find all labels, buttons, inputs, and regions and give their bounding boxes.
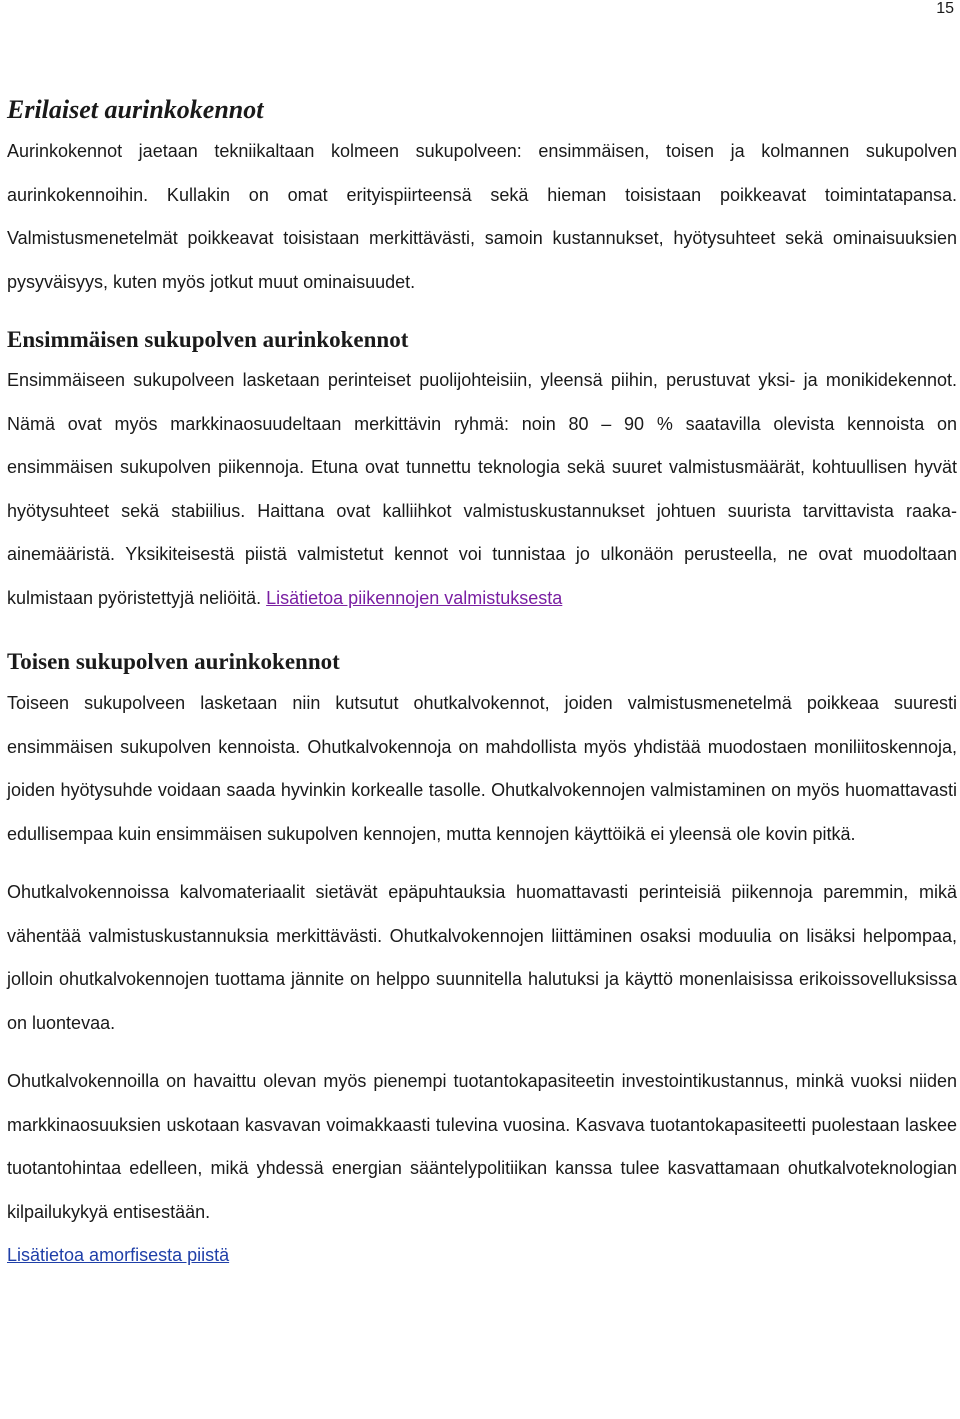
first-generation-text: Ensimmäiseen sukupolveen lasketaan perinteiset puolijohteisiin, yleensä piihin, perustuvat yksi- ja monikidekennot. Nämä ovat myös markkinaosuudeltaan merkittävin ryhmä: noin 80 – 90 % saatavilla olevista kennoista on ensimmäisen sukupolven piikennoja. Etuna ovat tunnettu teknologia sekä suuret valmistusmäärät, kohtuullisen hyvät hyötysuhteet sekä stabiilius. Haittana ovat kalliihkot valmistuskustannukset johtuen suurista tarvittavista raaka-ainemääristä. Yksikiteisestä piistä valmistetut kennot voi tunnistaa jo ulkonäön perusteella, ne ovat muodoltaan kulmistaan pyöristettyjä neliöitä. <box>7 370 957 608</box>
document-body <box>7 90 957 1278</box>
intro-paragraph: Aurinkokennot jaetaan tekniikaltaan kolmeen sukupolveen: ensimmäisen, toisen ja kolmannen sukupolven aurinkokennoihin. Kullakin on omat erityispiirteensä sekä hieman toisistaan poikkeavat toimintatapansa. Valmistusmenetelmät poikkeavat toisistaan merkittävästi, samoin kustannukset, hyötysuhteet sekä ominaisuuksien pysyväisyys, kuten myös jotkut muut ominaisuudet. <box>7 141 957 292</box>
silicon-cell-manufacturing-link[interactable]: Lisätietoa piikennojen valmistuksesta <box>266 587 563 608</box>
second-generation-paragraph-3: Ohutkalvokennoilla on havaittu olevan myös pienempi tuotantokapasiteetin investointikustannus, minkä vuoksi niiden markkinaosuuksien uskotaan kasvavan voimakkaasti tulevina vuosina. Kasvava tuotantokapasiteetti puolestaan laskee tuotantohintaa edelleen, mikä yhdessä energian sääntelypolitiikan kanssa tulee kasvattamaan ohutkalvoteknologian kilpailukykyä entisestään. <box>7 1071 957 1222</box>
main-title: Erilaiset aurinkokennot <box>7 95 264 124</box>
section-title-first-generation: Ensimmäisen sukupolven aurinkokennot <box>7 327 409 352</box>
amorphous-silicon-link[interactable]: Lisätietoa amorfisesta piistä <box>7 1245 230 1265</box>
second-generation-paragraph-1: Toiseen sukupolveen lasketaan niin kutsutut ohutkalvokennot, joiden valmistusmenetelmä poikkeaa suuresti ensimmäisen sukupolven kennoista. Ohutkalvokennoja on mahdollista myös yhdistää muodostaen moniliitoskennoja, joiden hyötysuhde voidaan saada hyvinkin korkealle tasolle. Ohutkalvokennojen valmistaminen on myös huomattavasti edullisempaa kuin ensimmäisen sukupolven kennojen, mutta kennojen käyttöikä ei yleensä ole kovin pitkä. <box>7 693 957 844</box>
first-generation-paragraph <box>7 359 957 620</box>
section-title-second-generation: Toisen sukupolven aurinkokennot <box>7 649 340 674</box>
second-generation-paragraph-2: Ohutkalvokennoissa kalvomateriaalit sietävät epäpuhtauksia huomattavasti perinteisiä piikennoja paremmin, mikä vähentää valmistuskustannuksia merkittävästi. Ohutkalvokennojen liittäminen osaksi moduulia on lisäksi helpompaa, jolloin ohutkalvokennojen tuottama jännite on helppo suunnitella halutuksi ja käyttö monenlaisissa erikoissovelluksissa on luontevaa. <box>7 882 957 1033</box>
amorphous-link-container <box>7 1234 957 1278</box>
page-number: 15 <box>936 0 954 17</box>
